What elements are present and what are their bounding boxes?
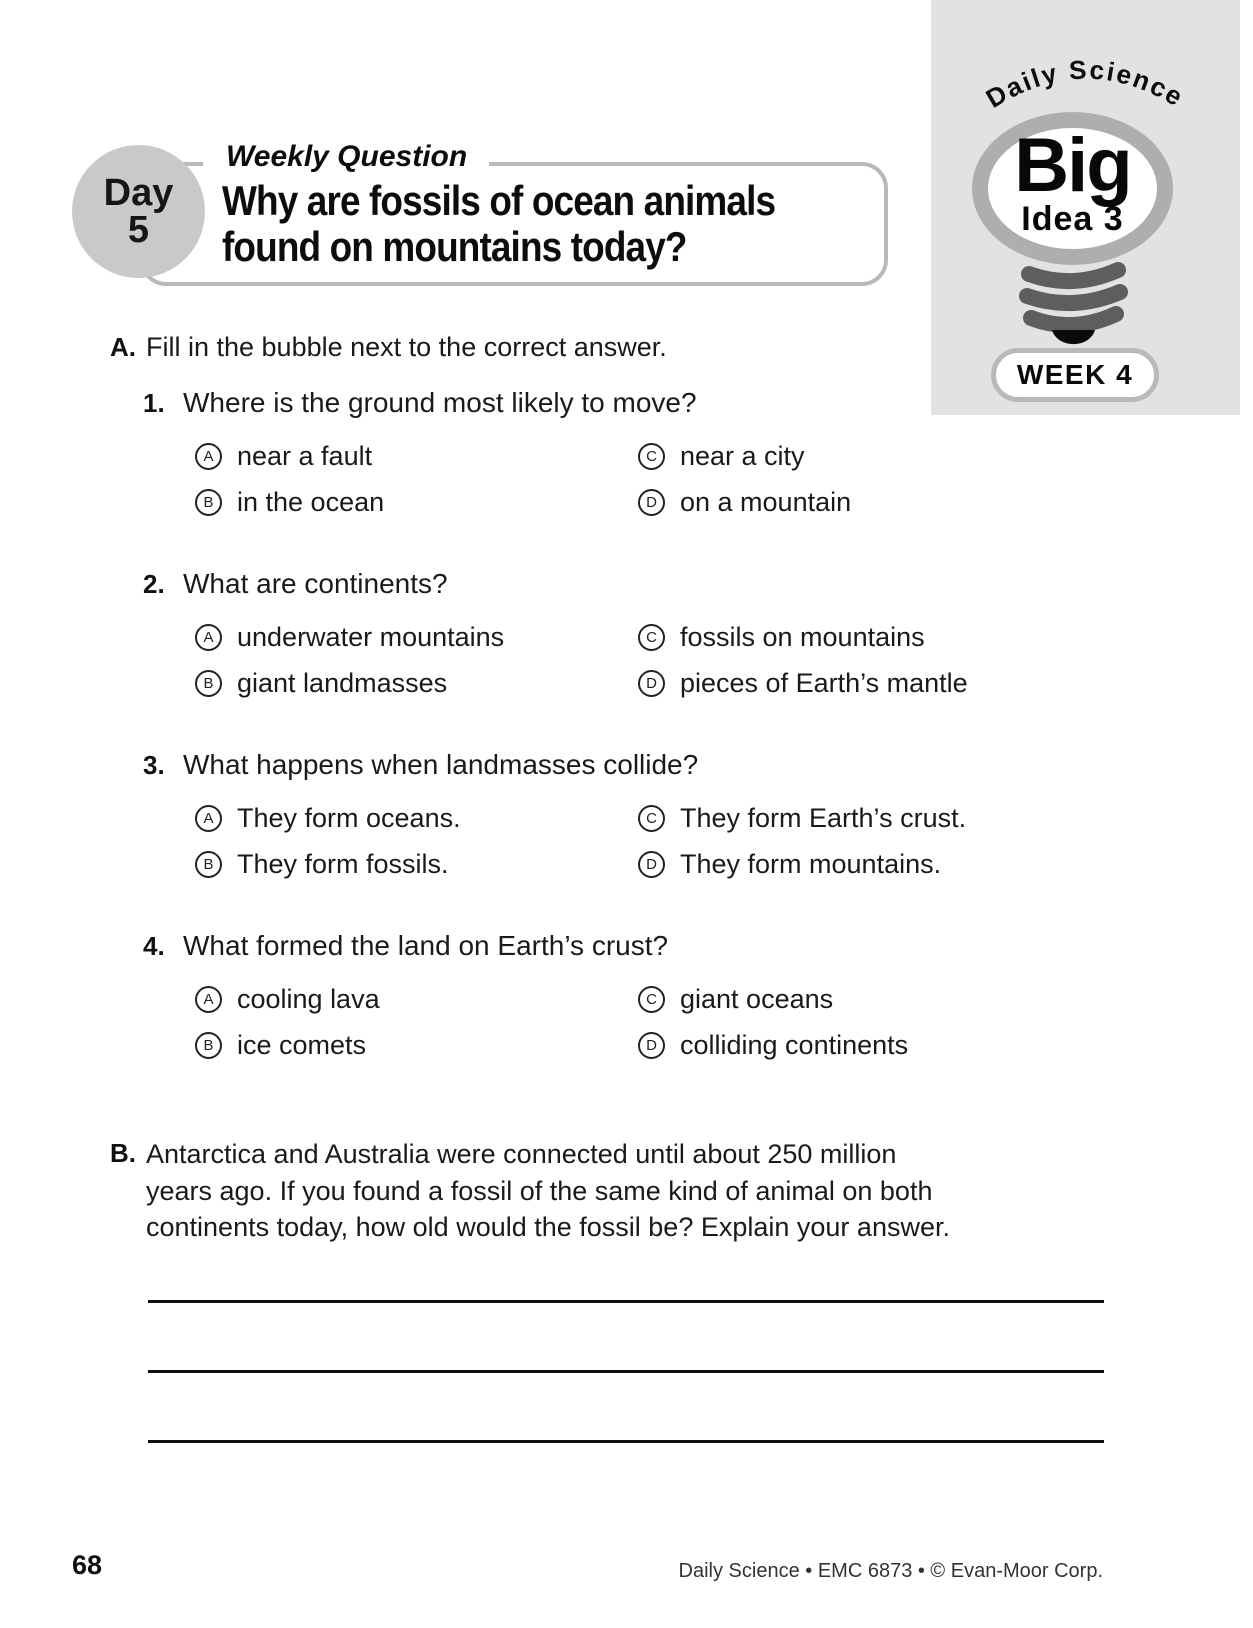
answer-bubble-icon[interactable]: D [638, 670, 665, 697]
question-text: What are continents? [183, 568, 448, 599]
title-line-1: Why are fossils of ocean animals [222, 177, 776, 224]
option-q3-a[interactable] [195, 804, 638, 832]
answer-bubble-icon[interactable]: B [195, 670, 222, 697]
option-text: fossils on mountains [680, 621, 925, 652]
section-b-prompt [146, 1136, 1206, 1246]
option-q1-b[interactable] [195, 488, 638, 516]
question-2 [0, 567, 1150, 697]
option-text: pieces of Earth’s mantle [680, 667, 968, 698]
footer-credit: Daily Science • EMC 6873 • © Evan-Moor Corp. [678, 1560, 1103, 1582]
section-a-instruction: Fill in the bubble next to the correct answer. [146, 332, 667, 362]
lightbulb-logo [972, 112, 1173, 265]
option-text: ice comets [237, 1029, 367, 1060]
daily-science-badge [931, 0, 1240, 415]
day-number: 5 [127, 208, 150, 251]
option-text: They form oceans. [237, 802, 461, 833]
weekly-question-kicker: Weekly Question [203, 140, 489, 178]
question-number: 2. [143, 569, 165, 599]
answer-bubble-icon[interactable]: D [638, 851, 665, 878]
option-q2-c[interactable] [638, 623, 1150, 651]
answer-write-line-2[interactable] [148, 1370, 1104, 1373]
option-text: underwater mountains [237, 621, 505, 652]
option-q4-b[interactable] [195, 1031, 638, 1059]
brand-text: Daily Science [981, 54, 1190, 114]
option-q1-a[interactable] [195, 442, 638, 470]
day-circle [72, 145, 205, 278]
option-text: They form fossils. [237, 848, 449, 879]
section-a-label: A. [110, 332, 136, 362]
option-q4-d[interactable] [638, 1031, 1150, 1059]
question-number: 4. [143, 931, 165, 961]
option-q2-b[interactable] [195, 669, 638, 697]
prompt-line-2: years ago. If you found a fossil of the same kind of animal on both [146, 1175, 933, 1206]
option-q3-c[interactable] [638, 804, 1150, 832]
option-text: They form Earth’s crust. [680, 802, 967, 833]
idea-text: Idea 3 [1021, 200, 1124, 239]
answer-bubble-icon[interactable]: D [638, 489, 665, 516]
option-text: giant landmasses [237, 667, 448, 698]
answer-bubble-icon[interactable]: C [638, 624, 665, 651]
question-number: 1. [143, 388, 165, 418]
question-text: Where is the ground most likely to move? [183, 387, 697, 418]
answer-bubble-icon[interactable]: B [195, 851, 222, 878]
prompt-line-1: Antarctica and Australia were connected until about 250 million [146, 1139, 897, 1169]
option-text: near a fault [237, 440, 373, 471]
option-q2-a[interactable] [195, 623, 638, 651]
answer-bubble-icon[interactable]: B [195, 489, 222, 516]
answer-bubble-icon[interactable]: A [195, 986, 222, 1013]
week-label: WEEK 4 [1016, 359, 1134, 390]
answer-bubble-icon[interactable]: C [638, 443, 665, 470]
bulb-threads-icon [1017, 262, 1129, 348]
option-text: on a mountain [680, 486, 852, 517]
question-text: What formed the land on Earth’s crust? [183, 930, 669, 961]
weekly-question-title [222, 178, 775, 270]
page-number: 68 [72, 1550, 103, 1580]
option-q4-a[interactable] [195, 985, 638, 1013]
option-q1-d[interactable] [638, 488, 1150, 516]
answer-bubble-icon[interactable]: A [195, 805, 222, 832]
option-q1-c[interactable] [638, 442, 1150, 470]
question-text: What happens when landmasses collide? [183, 749, 699, 780]
day-word: Day [103, 172, 174, 215]
option-text: giant oceans [680, 983, 834, 1014]
answer-bubble-icon[interactable]: A [195, 443, 222, 470]
answer-bubble-icon[interactable]: B [195, 1032, 222, 1059]
big-text: Big [1014, 122, 1131, 208]
question-4 [0, 929, 1150, 1059]
question-3 [0, 748, 1150, 878]
option-text: near a city [680, 440, 805, 471]
section-b-label: B. [110, 1138, 136, 1168]
answer-write-line-3[interactable] [148, 1440, 1104, 1443]
option-q2-d[interactable] [638, 669, 1150, 697]
option-text: cooling lava [237, 983, 380, 1014]
option-q4-c[interactable] [638, 985, 1150, 1013]
question-number: 3. [143, 750, 165, 780]
svg-text:Daily Science [981, 54, 1190, 113]
option-q3-b[interactable] [195, 850, 638, 878]
option-text: colliding continents [680, 1029, 909, 1060]
question-1 [0, 386, 1150, 516]
option-text: in the ocean [237, 486, 385, 517]
title-line-2: found on mountains today? [222, 223, 687, 271]
option-q3-d[interactable] [638, 850, 1150, 878]
prompt-line-3: continents today, how old would the fossil be? Explain your answer. [146, 1212, 950, 1242]
answer-bubble-icon[interactable]: D [638, 1032, 665, 1059]
option-text: They form mountains. [680, 848, 942, 879]
answer-bubble-icon[interactable]: C [638, 805, 665, 832]
answer-write-line-1[interactable] [148, 1300, 1104, 1303]
answer-bubble-icon[interactable]: A [195, 624, 222, 651]
answer-bubble-icon[interactable]: C [638, 986, 665, 1013]
